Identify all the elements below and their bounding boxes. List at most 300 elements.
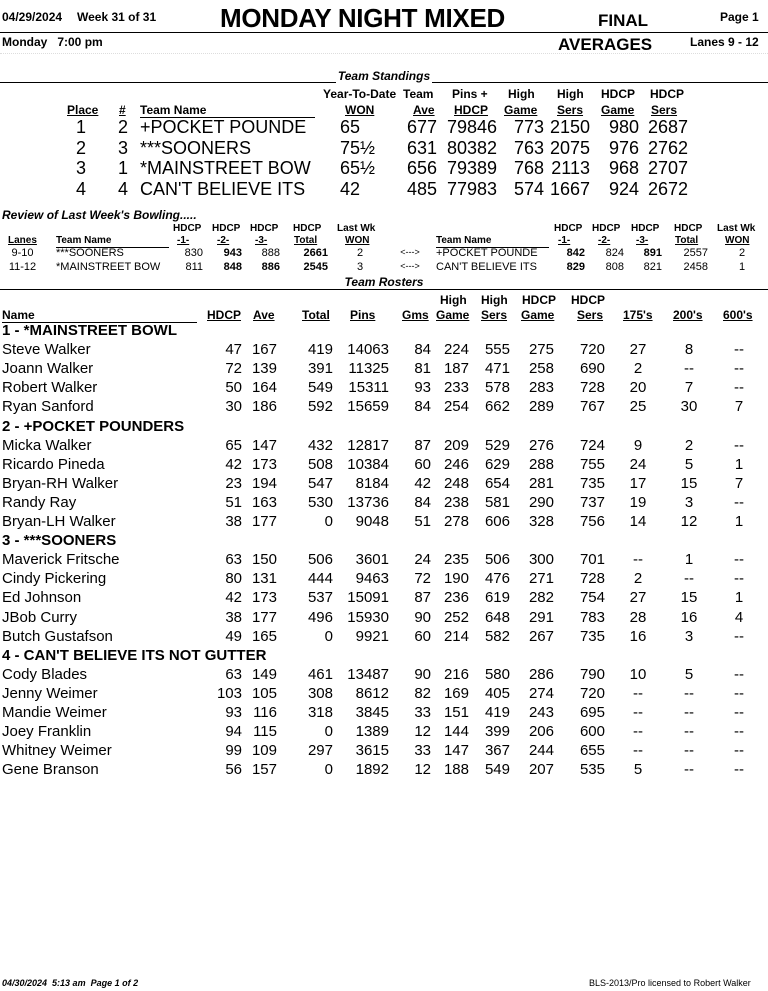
player-c600: 7 <box>734 398 744 416</box>
footer-timestamp: 04/30/2024 5:13 am Page 1 of 2 <box>2 978 139 988</box>
player-c200: 15 <box>680 474 698 492</box>
player-c175: 17 <box>629 474 647 492</box>
pins-plus-header: Pins + <box>452 87 488 101</box>
player-total: 444 <box>307 570 333 588</box>
standings-hhs: 2687 <box>647 117 688 137</box>
player-c200: 3 <box>684 493 694 511</box>
player-hg: 278 <box>443 513 469 530</box>
r-high-top: High <box>440 293 467 307</box>
review-left-g2: 943 <box>223 247 242 259</box>
player-hdcp: 38 <box>225 513 242 530</box>
player-ave: 177 <box>251 513 277 530</box>
player-total: 297 <box>307 742 333 760</box>
r-pins-header: Pins <box>350 308 376 322</box>
review-right-g1: 842 <box>566 247 585 259</box>
player-c600: -- <box>734 723 744 741</box>
team-title: 4 - CAN'T BELIEVE ITS NOT GUTTER <box>2 646 267 664</box>
team-title: 3 - ***SOONERS <box>2 532 117 550</box>
player-hhg: 300 <box>528 551 554 569</box>
review-right-won: 1 <box>738 261 746 273</box>
player-c200: -- <box>684 723 694 741</box>
standings-hg: 773 <box>513 117 544 137</box>
player-hhg: 286 <box>528 665 554 683</box>
player-c200: -- <box>684 570 694 588</box>
player-c175: 27 <box>629 589 647 607</box>
header-rule <box>0 32 768 33</box>
player-c200: 12 <box>680 513 698 530</box>
r-175-header: 175's <box>623 308 653 322</box>
player-c175: 16 <box>629 627 647 645</box>
review-hdcp-3-top: HDCP <box>250 223 279 234</box>
standings-place: 2 <box>75 137 86 158</box>
r-name-header: Name <box>2 308 35 322</box>
player-c600: -- <box>734 551 744 569</box>
review-g1-header: -1- <box>177 235 190 246</box>
player-c200: -- <box>684 684 694 702</box>
standings-name: *MAINSTREET BOW <box>140 158 311 178</box>
review-right-g2: 808 <box>605 261 624 273</box>
player-hdcp: 23 <box>225 474 242 492</box>
player-pins: 1892 <box>355 761 389 779</box>
player-name: Randy Ray <box>2 493 77 511</box>
player-hs: 578 <box>484 379 510 397</box>
player-pins: 15930 <box>347 608 389 626</box>
player-pins: 9048 <box>355 513 389 530</box>
player-c200: -- <box>684 704 694 721</box>
player-total: 496 <box>307 608 333 626</box>
player-hhs: 728 <box>579 379 605 397</box>
player-pins: 10384 <box>347 455 389 473</box>
review-right-g3: 891 <box>643 247 662 259</box>
player-hhg: 267 <box>528 627 554 645</box>
player-ave: 167 <box>251 341 277 359</box>
player-gms: 87 <box>414 589 431 607</box>
player-c600: 1 <box>734 455 744 473</box>
player-c600: 7 <box>734 474 744 492</box>
player-name: Mandie Weimer <box>2 704 107 721</box>
player-total: 508 <box>307 455 333 473</box>
player-c200: -- <box>684 761 694 779</box>
player-hhg: 328 <box>528 513 554 530</box>
standings-place: 1 <box>75 117 86 137</box>
review-lanes: 9-10 <box>11 247 34 259</box>
player-gms: 33 <box>414 704 431 721</box>
week-label: Week 31 of 31 <box>77 10 157 24</box>
review-g2-header: -2- <box>217 235 230 246</box>
player-total: 0 <box>324 761 333 779</box>
page-number: Page 1 <box>720 10 759 24</box>
player-c600: -- <box>734 493 744 511</box>
player-hs: 419 <box>484 704 510 721</box>
player-hhs: 535 <box>579 761 605 779</box>
standings-hhg: 976 <box>608 137 639 158</box>
standings-num: 1 <box>117 158 128 178</box>
player-gms: 84 <box>414 341 431 359</box>
hdcp-header-2: HDCP <box>650 87 685 101</box>
player-gms: 51 <box>414 513 431 530</box>
review-right-total: 2557 <box>683 247 708 259</box>
player-total: 461 <box>307 665 333 683</box>
player-hdcp: 56 <box>225 761 242 779</box>
player-hhg: 282 <box>528 589 554 607</box>
player-hdcp: 49 <box>225 627 242 645</box>
player-pins: 13487 <box>347 665 389 683</box>
player-hg: 224 <box>443 341 469 359</box>
review-team-left: *MAINSTREET BOW <box>56 261 161 273</box>
r-hdcp-sers-header: Sers <box>577 308 604 322</box>
standings-place: 4 <box>75 178 86 199</box>
review-won-header: WON <box>345 235 370 246</box>
review-arrow: <---> <box>400 261 420 271</box>
player-total: 0 <box>324 513 333 530</box>
review-team-right: +POCKET POUNDE <box>436 247 538 259</box>
review-title: Review of Last Week's Bowling..... <box>2 208 197 222</box>
player-hdcp: 63 <box>225 665 242 683</box>
player-pins: 13736 <box>347 493 389 511</box>
player-c600: -- <box>734 379 744 397</box>
player-hhg: 275 <box>528 341 554 359</box>
player-total: 592 <box>307 398 333 416</box>
r-600-header: 600's <box>723 308 753 322</box>
player-gms: 84 <box>414 398 431 416</box>
review-left-total: 2661 <box>303 247 328 259</box>
review-g2-header-r: -2- <box>598 235 611 246</box>
player-hg: 248 <box>443 474 469 492</box>
player-gms: 93 <box>414 379 431 397</box>
ytd-header: Year-To-Date <box>323 87 397 101</box>
r-ave-header: Ave <box>253 308 275 322</box>
player-ave: 165 <box>251 627 277 645</box>
player-pins: 15659 <box>347 398 389 416</box>
player-total: 506 <box>307 551 333 569</box>
player-hdcp: 65 <box>225 436 242 454</box>
standings-hs: 1667 <box>549 178 590 199</box>
review-arrow: <---> <box>400 247 420 257</box>
player-total: 547 <box>307 474 333 492</box>
standings-name: +POCKET POUNDE <box>140 117 307 137</box>
player-gms: 72 <box>414 570 431 588</box>
player-c175: 28 <box>629 608 647 626</box>
player-hdcp: 99 <box>225 742 242 760</box>
player-c600: 4 <box>734 608 744 626</box>
game-header: Game <box>504 103 538 117</box>
standings-won: 42 <box>340 178 361 199</box>
player-hs: 549 <box>484 761 510 779</box>
player-hhs: 728 <box>579 570 605 588</box>
player-name: Robert Walker <box>2 379 98 397</box>
player-c175: 2 <box>633 360 643 378</box>
player-c175: -- <box>633 684 643 702</box>
standings-hhs: 2762 <box>647 137 688 158</box>
player-ave: 157 <box>251 761 277 779</box>
r-high-top-2: High <box>481 293 508 307</box>
player-name: Micka Walker <box>2 436 92 454</box>
player-gms: 81 <box>414 360 431 378</box>
lanes-label: Lanes 9 - 12 <box>690 35 759 49</box>
player-pins: 9921 <box>355 627 389 645</box>
player-hhs: 600 <box>579 723 605 741</box>
player-c600: -- <box>734 627 744 645</box>
player-c200: 5 <box>684 665 694 683</box>
hdcp-header: HDCP <box>601 87 636 101</box>
review-left-g3: 886 <box>261 261 280 273</box>
player-name: Ryan Sanford <box>2 398 94 416</box>
player-ave: 173 <box>251 455 277 473</box>
player-ave: 173 <box>251 589 277 607</box>
review-hdcp-3-top-r: HDCP <box>631 223 660 234</box>
player-hhg: 291 <box>528 608 554 626</box>
day-time: Monday 7:00 pm <box>2 35 103 49</box>
review-team-header-r: Team Name <box>436 235 492 246</box>
standings-place: 3 <box>75 158 86 178</box>
rosters-title <box>0 275 768 289</box>
player-hhg: 281 <box>528 474 554 492</box>
player-pins: 8184 <box>355 474 389 492</box>
player-gms: 90 <box>414 608 431 626</box>
player-hg: 147 <box>443 742 469 760</box>
player-c175: 5 <box>633 761 643 779</box>
player-hdcp: 72 <box>225 360 242 378</box>
player-c175: 25 <box>629 398 647 416</box>
player-c175: 27 <box>629 341 647 359</box>
team-header: Team <box>403 87 434 101</box>
player-name: Joann Walker <box>2 360 94 378</box>
player-gms: 42 <box>414 474 431 492</box>
player-hs: 606 <box>484 513 510 530</box>
player-ave: 149 <box>251 665 277 683</box>
player-hdcp: 42 <box>225 455 242 473</box>
player-name: Bryan-RH Walker <box>2 474 119 492</box>
player-c175: -- <box>633 742 643 760</box>
player-hhs: 756 <box>579 513 605 530</box>
player-hdcp: 93 <box>225 704 242 721</box>
player-total: 0 <box>324 627 333 645</box>
player-hhs: 724 <box>579 436 605 454</box>
num-header: # <box>119 103 126 117</box>
player-hdcp: 47 <box>225 341 242 359</box>
standings-hs: 2075 <box>549 137 590 158</box>
review-lastwk-top: Last Wk <box>337 223 376 234</box>
standings-ave: 631 <box>406 137 437 158</box>
review-total-header-r: Total <box>675 235 699 246</box>
player-hhg: 243 <box>528 704 554 721</box>
r-gms-header: Gms <box>402 308 429 322</box>
team-name-header: Team Name <box>140 103 207 117</box>
player-name: Whitney Weimer <box>2 742 112 760</box>
player-hhs: 695 <box>579 704 605 721</box>
review-g1-header-r: -1- <box>558 235 571 246</box>
review-left-g1: 830 <box>184 247 203 259</box>
player-name: Ricardo Pineda <box>2 455 105 473</box>
review-hdcp-2-top-r: HDCP <box>592 223 621 234</box>
review-lanes: 11-12 <box>8 261 37 273</box>
player-hg: 233 <box>443 379 469 397</box>
player-hhg: 290 <box>528 493 554 511</box>
player-c200: 8 <box>684 341 694 359</box>
review-hdcp-1-top-r: HDCP <box>554 223 583 234</box>
player-gms: 12 <box>414 761 431 779</box>
player-c175: 20 <box>629 379 647 397</box>
player-hs: 506 <box>484 551 510 569</box>
player-gms: 60 <box>414 627 431 645</box>
player-total: 0 <box>324 723 333 741</box>
player-hs: 662 <box>484 398 510 416</box>
player-name: Bryan-LH Walker <box>2 513 116 530</box>
player-c600: -- <box>734 436 744 454</box>
player-c200: 7 <box>684 379 694 397</box>
player-total: 391 <box>307 360 333 378</box>
player-name: Jenny Weimer <box>2 684 98 702</box>
player-name: Butch Gustafson <box>2 627 113 645</box>
r-hdcp-game-header: Game <box>521 308 555 322</box>
player-hg: 188 <box>443 761 469 779</box>
player-hhs: 720 <box>579 341 605 359</box>
player-ave: 131 <box>251 570 277 588</box>
review-lastwk-top-r: Last Wk <box>717 223 756 234</box>
player-c200: 1 <box>684 551 694 569</box>
player-hhg: 271 <box>528 570 554 588</box>
player-total: 432 <box>307 436 333 454</box>
player-hhs: 690 <box>579 360 605 378</box>
player-hg: 190 <box>443 570 469 588</box>
review-g3-header-r: -3- <box>636 235 649 246</box>
player-ave: 194 <box>251 474 277 492</box>
ave-header: Ave <box>413 103 435 117</box>
standings-title-text: Team Standings <box>337 69 431 83</box>
player-hdcp: 94 <box>225 723 242 741</box>
player-hs: 367 <box>484 742 510 760</box>
r-game-header: Game <box>436 308 470 322</box>
standings-hhg: 924 <box>608 178 639 199</box>
player-hhs: 755 <box>579 455 605 473</box>
review-right-won: 2 <box>738 247 746 259</box>
player-name: Steve Walker <box>2 341 91 359</box>
player-pins: 12817 <box>347 436 389 454</box>
player-hhg: 258 <box>528 360 554 378</box>
player-hhg: 283 <box>528 379 554 397</box>
player-hdcp: 80 <box>225 570 242 588</box>
player-ave: 186 <box>251 398 277 416</box>
player-hs: 529 <box>484 436 510 454</box>
team-title: 1 - *MAINSTREET BOWL <box>2 322 177 339</box>
player-name: Ed Johnson <box>2 589 82 607</box>
standings-won: 75½ <box>340 137 376 158</box>
player-ave: 164 <box>251 379 277 397</box>
player-pins: 9463 <box>355 570 389 588</box>
player-hs: 555 <box>484 341 510 359</box>
standings-won: 65½ <box>340 158 376 178</box>
standings-name: ***SOONERS <box>140 137 252 158</box>
player-c600: -- <box>734 341 744 359</box>
player-c175: 9 <box>633 436 643 454</box>
player-hs: 471 <box>484 360 510 378</box>
player-total: 419 <box>307 341 333 359</box>
player-c600: -- <box>734 761 744 779</box>
high-header: High <box>508 87 535 101</box>
player-ave: 177 <box>251 608 277 626</box>
team-title: 2 - +POCKET POUNDERS <box>2 417 185 435</box>
player-hdcp: 63 <box>225 551 242 569</box>
review-right-g2: 824 <box>605 247 624 259</box>
standings-hs: 2113 <box>551 158 590 178</box>
review-team-right: CAN'T BELIEVE ITS <box>436 261 537 273</box>
player-hhg: 288 <box>528 455 554 473</box>
player-gms: 82 <box>414 684 431 702</box>
rosters-rule <box>0 289 768 290</box>
review-won-header-r: WON <box>725 235 750 246</box>
player-hs: 476 <box>484 570 510 588</box>
player-hhg: 244 <box>528 742 554 760</box>
player-hhs: 735 <box>579 474 605 492</box>
player-hg: 214 <box>443 627 469 645</box>
player-hhs: 754 <box>579 589 605 607</box>
player-hg: 238 <box>443 493 469 511</box>
footer-license: BLS-2013/Pro licensed to Robert Walker <box>589 978 751 988</box>
standings-num: 4 <box>117 178 128 199</box>
player-ave: 105 <box>251 684 277 702</box>
header-underline <box>0 53 768 54</box>
review-lanes-header: Lanes <box>8 235 37 246</box>
player-hg: 144 <box>443 723 469 741</box>
final-label: FINAL <box>598 11 649 30</box>
standings-name: CAN'T BELIEVE ITS <box>140 178 306 199</box>
standings-hg: 768 <box>513 158 544 178</box>
player-c600: 1 <box>734 589 744 607</box>
standings-pins: 79389 <box>446 158 497 178</box>
player-hg: 236 <box>443 589 469 607</box>
high-header-2: High <box>557 87 584 101</box>
player-hhs: 735 <box>579 627 605 645</box>
player-c200: 2 <box>684 436 694 454</box>
player-gms: 84 <box>414 493 431 511</box>
player-hg: 169 <box>443 684 469 702</box>
player-hdcp: 38 <box>225 608 242 626</box>
standings-num: 3 <box>117 137 128 158</box>
player-hs: 654 <box>484 474 510 492</box>
player-hg: 209 <box>443 436 469 454</box>
player-hdcp: 30 <box>225 398 242 416</box>
player-pins: 3845 <box>355 704 389 721</box>
player-name: Cindy Pickering <box>2 570 107 588</box>
player-hhg: 207 <box>528 761 554 779</box>
report-date: 04/29/2024 <box>2 10 63 24</box>
standings-pins: 80382 <box>446 137 497 158</box>
review-left-total: 2545 <box>303 261 328 273</box>
review-left-g1: 811 <box>185 261 203 273</box>
player-c200: -- <box>684 742 694 760</box>
standings-hg: 763 <box>513 137 544 158</box>
player-ave: 150 <box>251 551 277 569</box>
player-hhg: 276 <box>528 436 554 454</box>
player-name: Maverick Fritsche <box>2 551 120 569</box>
player-hhs: 783 <box>579 608 605 626</box>
r-200-header: 200's <box>673 308 703 322</box>
player-c200: 30 <box>680 398 698 416</box>
review-hdcp-2-top: HDCP <box>212 223 241 234</box>
review-hdcp-1-top: HDCP <box>173 223 202 234</box>
standings-ave: 677 <box>406 117 437 137</box>
review-hdcp-total-top-r: HDCP <box>674 223 703 234</box>
standings-hhs: 2707 <box>647 158 688 178</box>
standings-hg: 574 <box>513 178 544 199</box>
hdcp-game-header: Game <box>601 103 635 117</box>
player-hg: 254 <box>443 398 469 416</box>
player-name: JBob Curry <box>2 608 78 626</box>
report-title: MONDAY NIGHT MIXED <box>220 3 505 33</box>
r-hdcp-top: HDCP <box>522 293 557 307</box>
review-hdcp-total-top: HDCP <box>293 223 322 234</box>
player-hg: 187 <box>443 360 469 378</box>
